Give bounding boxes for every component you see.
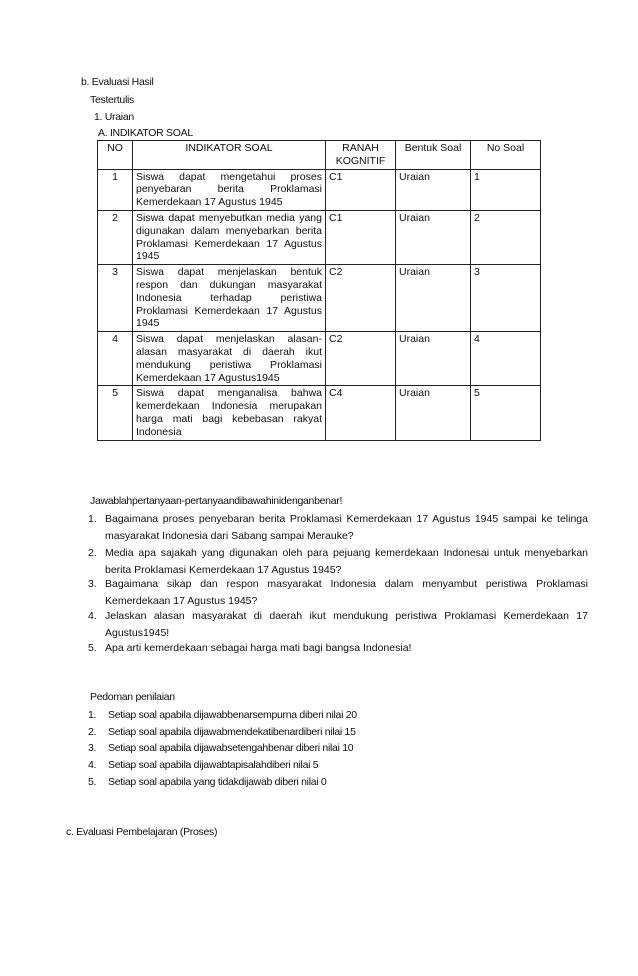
- cell-nosoal: 1: [471, 169, 541, 210]
- question-number: 3.: [88, 578, 97, 590]
- cell-bentuk: Uraian: [396, 332, 471, 386]
- section-c-heading: c. Evaluasi Pembelajaran (Proses): [66, 826, 218, 838]
- cell-indikator: Siswa dapat mengetahui proses penyebaran berita Proklamasi Kemerdekaan 17 Agustus 1945: [133, 169, 326, 210]
- indikator-title: A. INDIKATOR SOAL: [98, 127, 193, 139]
- header-bentuk: Bentuk Soal: [396, 141, 471, 170]
- table-row: [98, 332, 541, 386]
- cell-nosoal: 2: [471, 210, 541, 264]
- question-number: 5.: [88, 642, 97, 654]
- question-text: Bagaimana proses penyebaran berita Proklamasi Kemerdekaan 17 Agustus 1945 sampai ke telinga masyarakat Indonesia dari Sabang sampai Merauke?: [105, 513, 588, 542]
- cell-ranah: C2: [326, 265, 396, 332]
- list-item: [88, 757, 318, 775]
- list-item: [88, 740, 353, 758]
- cell-no: 4: [98, 332, 133, 386]
- cell-bentuk: Uraian: [396, 265, 471, 332]
- question-number: 2.: [88, 547, 97, 559]
- header-indikator: INDIKATOR SOAL: [133, 141, 326, 170]
- cell-no: 1: [98, 169, 133, 210]
- list-item: [80, 511, 588, 545]
- cell-indikator: Siswa dapat menyebutkan media yang digunakan dalam menyebarkan berita Proklamasi Kemerdekaan 17 Agustus 1945: [133, 210, 326, 264]
- cell-indikator: Siswa dapat menganalisa bahwa kemerdekaan Indonesia merupakan harga mati bagi kebebasan rakyat Indonesia: [133, 386, 326, 440]
- list-item: [88, 774, 326, 792]
- questions-instruction: Jawablahpertanyaan-pertanyaandibawahinidenganbenar!: [90, 495, 343, 507]
- list-item: [80, 608, 588, 642]
- header-nosoal: No Soal: [471, 141, 541, 170]
- cell-no: 3: [98, 265, 133, 332]
- pedoman-number: 5.: [88, 776, 97, 788]
- testertulis-label: Testertulis: [90, 94, 134, 106]
- pedoman-number: 2.: [88, 726, 97, 738]
- cell-ranah: C4: [326, 386, 396, 440]
- question-number: 1.: [88, 513, 97, 525]
- cell-bentuk: Uraian: [396, 210, 471, 264]
- cell-bentuk: Uraian: [396, 169, 471, 210]
- table-row: [98, 265, 541, 332]
- pedoman-text: Setiap soal apabila yang tidakdijawab diberi nilai 0: [108, 776, 327, 788]
- pedoman-text: Setiap soal apabila dijawabbenarsempurna diberi nilai 20: [108, 709, 357, 721]
- table-row: [98, 386, 541, 440]
- pedoman-text: Setiap soal apabila dijawabsetengahbenar diberi nilai 10: [108, 742, 354, 754]
- table-row: [98, 210, 541, 264]
- list-item: [88, 707, 357, 725]
- pedoman-text: Setiap soal apabila dijawabmendekatibenardiberi nilai 15: [108, 726, 356, 738]
- question-number: 4.: [88, 610, 97, 622]
- indikator-table: [97, 140, 541, 441]
- pedoman-title: Pedoman penilaian: [90, 691, 175, 703]
- cell-indikator: Siswa dapat menjelaskan alasan-alasan masyarakat di daerah ikut mendukung peristiwa Proklamasi Kemerdekaan 17 Agustus1945: [133, 332, 326, 386]
- cell-no: 5: [98, 386, 133, 440]
- pedoman-text: Setiap soal apabila dijawabtapisalahdiberi nilai 5: [108, 759, 319, 771]
- cell-no: 2: [98, 210, 133, 264]
- cell-ranah: C1: [326, 169, 396, 210]
- section-b-heading: b. Evaluasi Hasil: [81, 76, 154, 88]
- cell-nosoal: 4: [471, 332, 541, 386]
- table-header-row: [98, 141, 541, 170]
- pedoman-number: 3.: [88, 742, 97, 754]
- cell-ranah: C2: [326, 332, 396, 386]
- table-row: [98, 169, 541, 210]
- pedoman-number: 1.: [88, 709, 97, 721]
- question-text: Bagaimana sikap dan respon masyarakat Indonesia dalam menyambut peristiwa Proklamasi Kemerdekaan 17 Agustus 1945?: [105, 578, 588, 607]
- pedoman-number: 4.: [88, 759, 97, 771]
- list-item: [80, 640, 588, 657]
- cell-bentuk: Uraian: [396, 386, 471, 440]
- cell-nosoal: 3: [471, 265, 541, 332]
- list-item: [80, 576, 588, 610]
- cell-nosoal: 5: [471, 386, 541, 440]
- cell-indikator: Siswa dapat menjelaskan bentuk respon dan dukungan masyarakat Indonesia terhadap peristiwa Proklamasi Kemerdekaan 17 Agustus 1945: [133, 265, 326, 332]
- question-text: Jelaskan alasan masyarakat di daerah ikut mendukung peristiwa Proklamasi Kemerdekaan 17 Agustus1945!: [105, 610, 588, 639]
- question-text: Media apa sajakah yang digunakan oleh para pejuang kemerdekaan Indonesai untuk menyebarkan berita Proklamasi Kemerdekaan 17 Agustus 1945?: [105, 547, 588, 576]
- header-ranah: RANAH KOGNITIF: [326, 141, 396, 170]
- header-no: NO: [98, 141, 133, 170]
- uraian-label: 1. Uraian: [94, 111, 134, 123]
- list-item: [88, 724, 356, 742]
- question-text: Apa arti kemerdekaan sebagai harga mati bagi bangsa Indonesia!: [105, 642, 412, 654]
- list-item: [80, 545, 588, 579]
- cell-ranah: C1: [326, 210, 396, 264]
